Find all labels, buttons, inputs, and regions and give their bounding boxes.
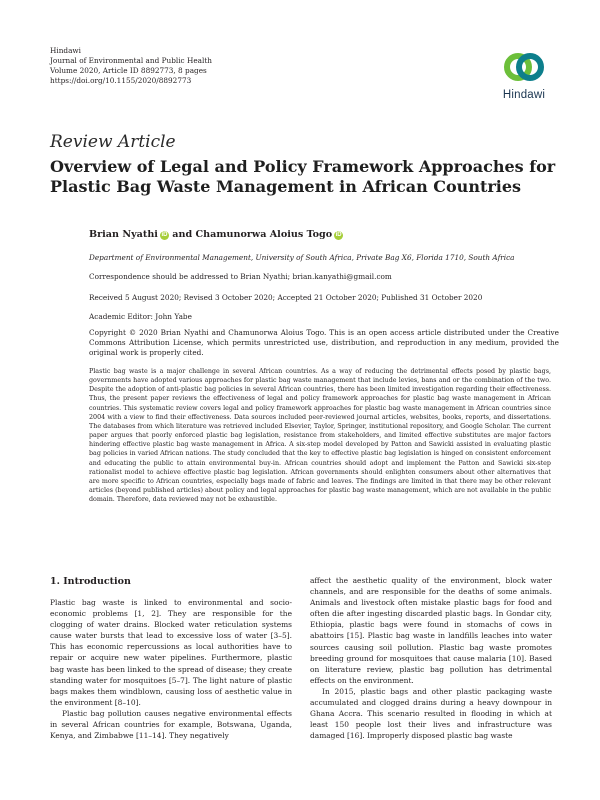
author-list: [89, 229, 343, 240]
section-heading: 1. Introduction: [50, 576, 131, 587]
abstract: Plastic bag waste is a major challenge in several African countries. As a way of reducing the detrimental effects posed by plastic bags, governments have adopted various approaches for plastic bag waste management that include levies, bans and or the combination of the two. Despite the adoption of anti-plastic bag policies in several African countries, there has been limited investigation regarding their effectiveness. Thus, the present paper reviews the effectiveness of legal and policy framework approaches for plastic bag waste management in African countries. This systematic review covers legal and policy framework approaches for plastic bag waste management in African countries since 2004 with a view to find their effectiveness. Data sources included peer-reviewed journal articles, websites, books, reports, and dissertations. The databases from which literature was retrieved included Elsevier, Taylor, Springer, institutional repository, and Google Scholar. The current paper argues that poorly enforced plastic bag legislation, resistance from stakeholders, and limited effective substitutes are major factors hindering effective plastic bag waste management in Africa. A six-step model developed by Patton and Sawicki assisted in evaluating plastic bag policies in varied African nations. The study concluded that the key to effective plastic bag legislation is hinged on consistent enforcement and educating the public to attain environmental buy-in. African countries should adopt and implement the Patton and Sawicki six-step rationalist model to achieve effective plastic bag legislation. African governments should enlighten consumers about other alternatives that are more specific to African countries, especially bags made of fabric and leaves. The findings are limited in that there may be other relevant articles (beyond published articles) about policy and legal approaches for plastic bag waste management, which are not available in the public domain. Therefore, data reviewed may not be exhaustible.: [89, 368, 551, 504]
article-type: Review Article: [50, 132, 176, 152]
journal-name: Journal of Environmental and Public Health: [50, 56, 212, 65]
doi-link[interactable]: https://doi.org/10.1155/2020/8892773: [50, 76, 192, 85]
correspondence: Correspondence should be addressed to Brian Nyathi; brian.kanyathi@gmail.com: [89, 272, 392, 281]
paragraph: Plastic bag pollution causes negative environmental effects in several African countries for example, Botswana, Uganda, Kenya, and Zimbabwe [11–14]. They negatively: [50, 708, 292, 741]
publication-dates: Received 5 August 2020; Revised 3 October 2020; Accepted 21 October 2020; Published 31 October 2020: [89, 293, 483, 302]
article-title: Overview of Legal and Policy Framework Approaches for Plastic Bag Waste Management in African Countries: [50, 157, 556, 196]
volume-line: Volume 2020, Article ID 8892773, 8 pages: [50, 66, 207, 75]
affiliation: Department of Environmental Management, University of South Africa, Private Bag X6, Florida 1710, South Africa: [89, 253, 515, 262]
publisher-name: Hindawi: [50, 46, 81, 55]
author-name[interactable]: Chamunorwa Aloius Togo: [195, 229, 333, 240]
hindawi-logo-icon: [503, 47, 545, 87]
logo-text: Hindawi: [502, 89, 546, 101]
paragraph: affect the aesthetic quality of the environment, block water channels, and are responsible for the deaths of some animals. Animals and livestock often mistake plastic bags for food and often die after ingesting discarded plastic bags. In Gondar city, Ethiopia, plastic bags were found in stomachs of cows in abattoirs [15]. Plastic bag waste in landfills leaches into water sources causing soil pollution. Plastic bag waste promotes breeding ground for mosquitoes that cause malaria [10]. Based on literature review, plastic bag pollution has detrimental effects on the environment.: [310, 576, 552, 685]
paragraph: Plastic bag waste is linked to environmental and socio-economic problems [1, 2]. They are responsible for the clogging of water drains. Blocked water reticulation systems cause water bursts that lead to excessive loss of water [3–5]. This has economic repercussions as local authorities have to repair or acquire new water pipelines. Furthermore, plastic bag waste has been linked to the spread of disease; they create standing water for mosquitoes [5–7]. The light nature of plastic bags makes them windblown, causing loss of aesthetic value in the environment [8–10].: [50, 598, 292, 707]
orcid-icon[interactable]: iD: [335, 232, 342, 238]
paragraph: In 2015, plastic bags and other plastic packaging waste accumulated and clogged drains during a heavy downpour in Ghana Accra. This scenario resulted in flooding in which at least 150 people lost their lives and infrastructure was damaged [16]. Improperly disposed plastic bag waste: [310, 686, 552, 741]
intro-column-right: [310, 575, 552, 741]
academic-editor: Academic Editor: John Yabe: [89, 312, 192, 321]
author-name[interactable]: Brian Nyathi: [89, 229, 158, 240]
author-connector: and: [172, 229, 193, 240]
intro-column-left: [50, 597, 292, 741]
orcid-icon[interactable]: iD: [161, 232, 168, 238]
hindawi-logo: [496, 47, 552, 107]
journal-header: [50, 46, 310, 86]
copyright-notice: Copyright © 2020 Brian Nyathi and Chamunorwa Aloius Togo. This is an open access article distributed under the Creative Commons Attribution License, which permits unrestricted use, distribution, and reproduction in any medium, provided the original work is properly cited.: [89, 328, 559, 357]
